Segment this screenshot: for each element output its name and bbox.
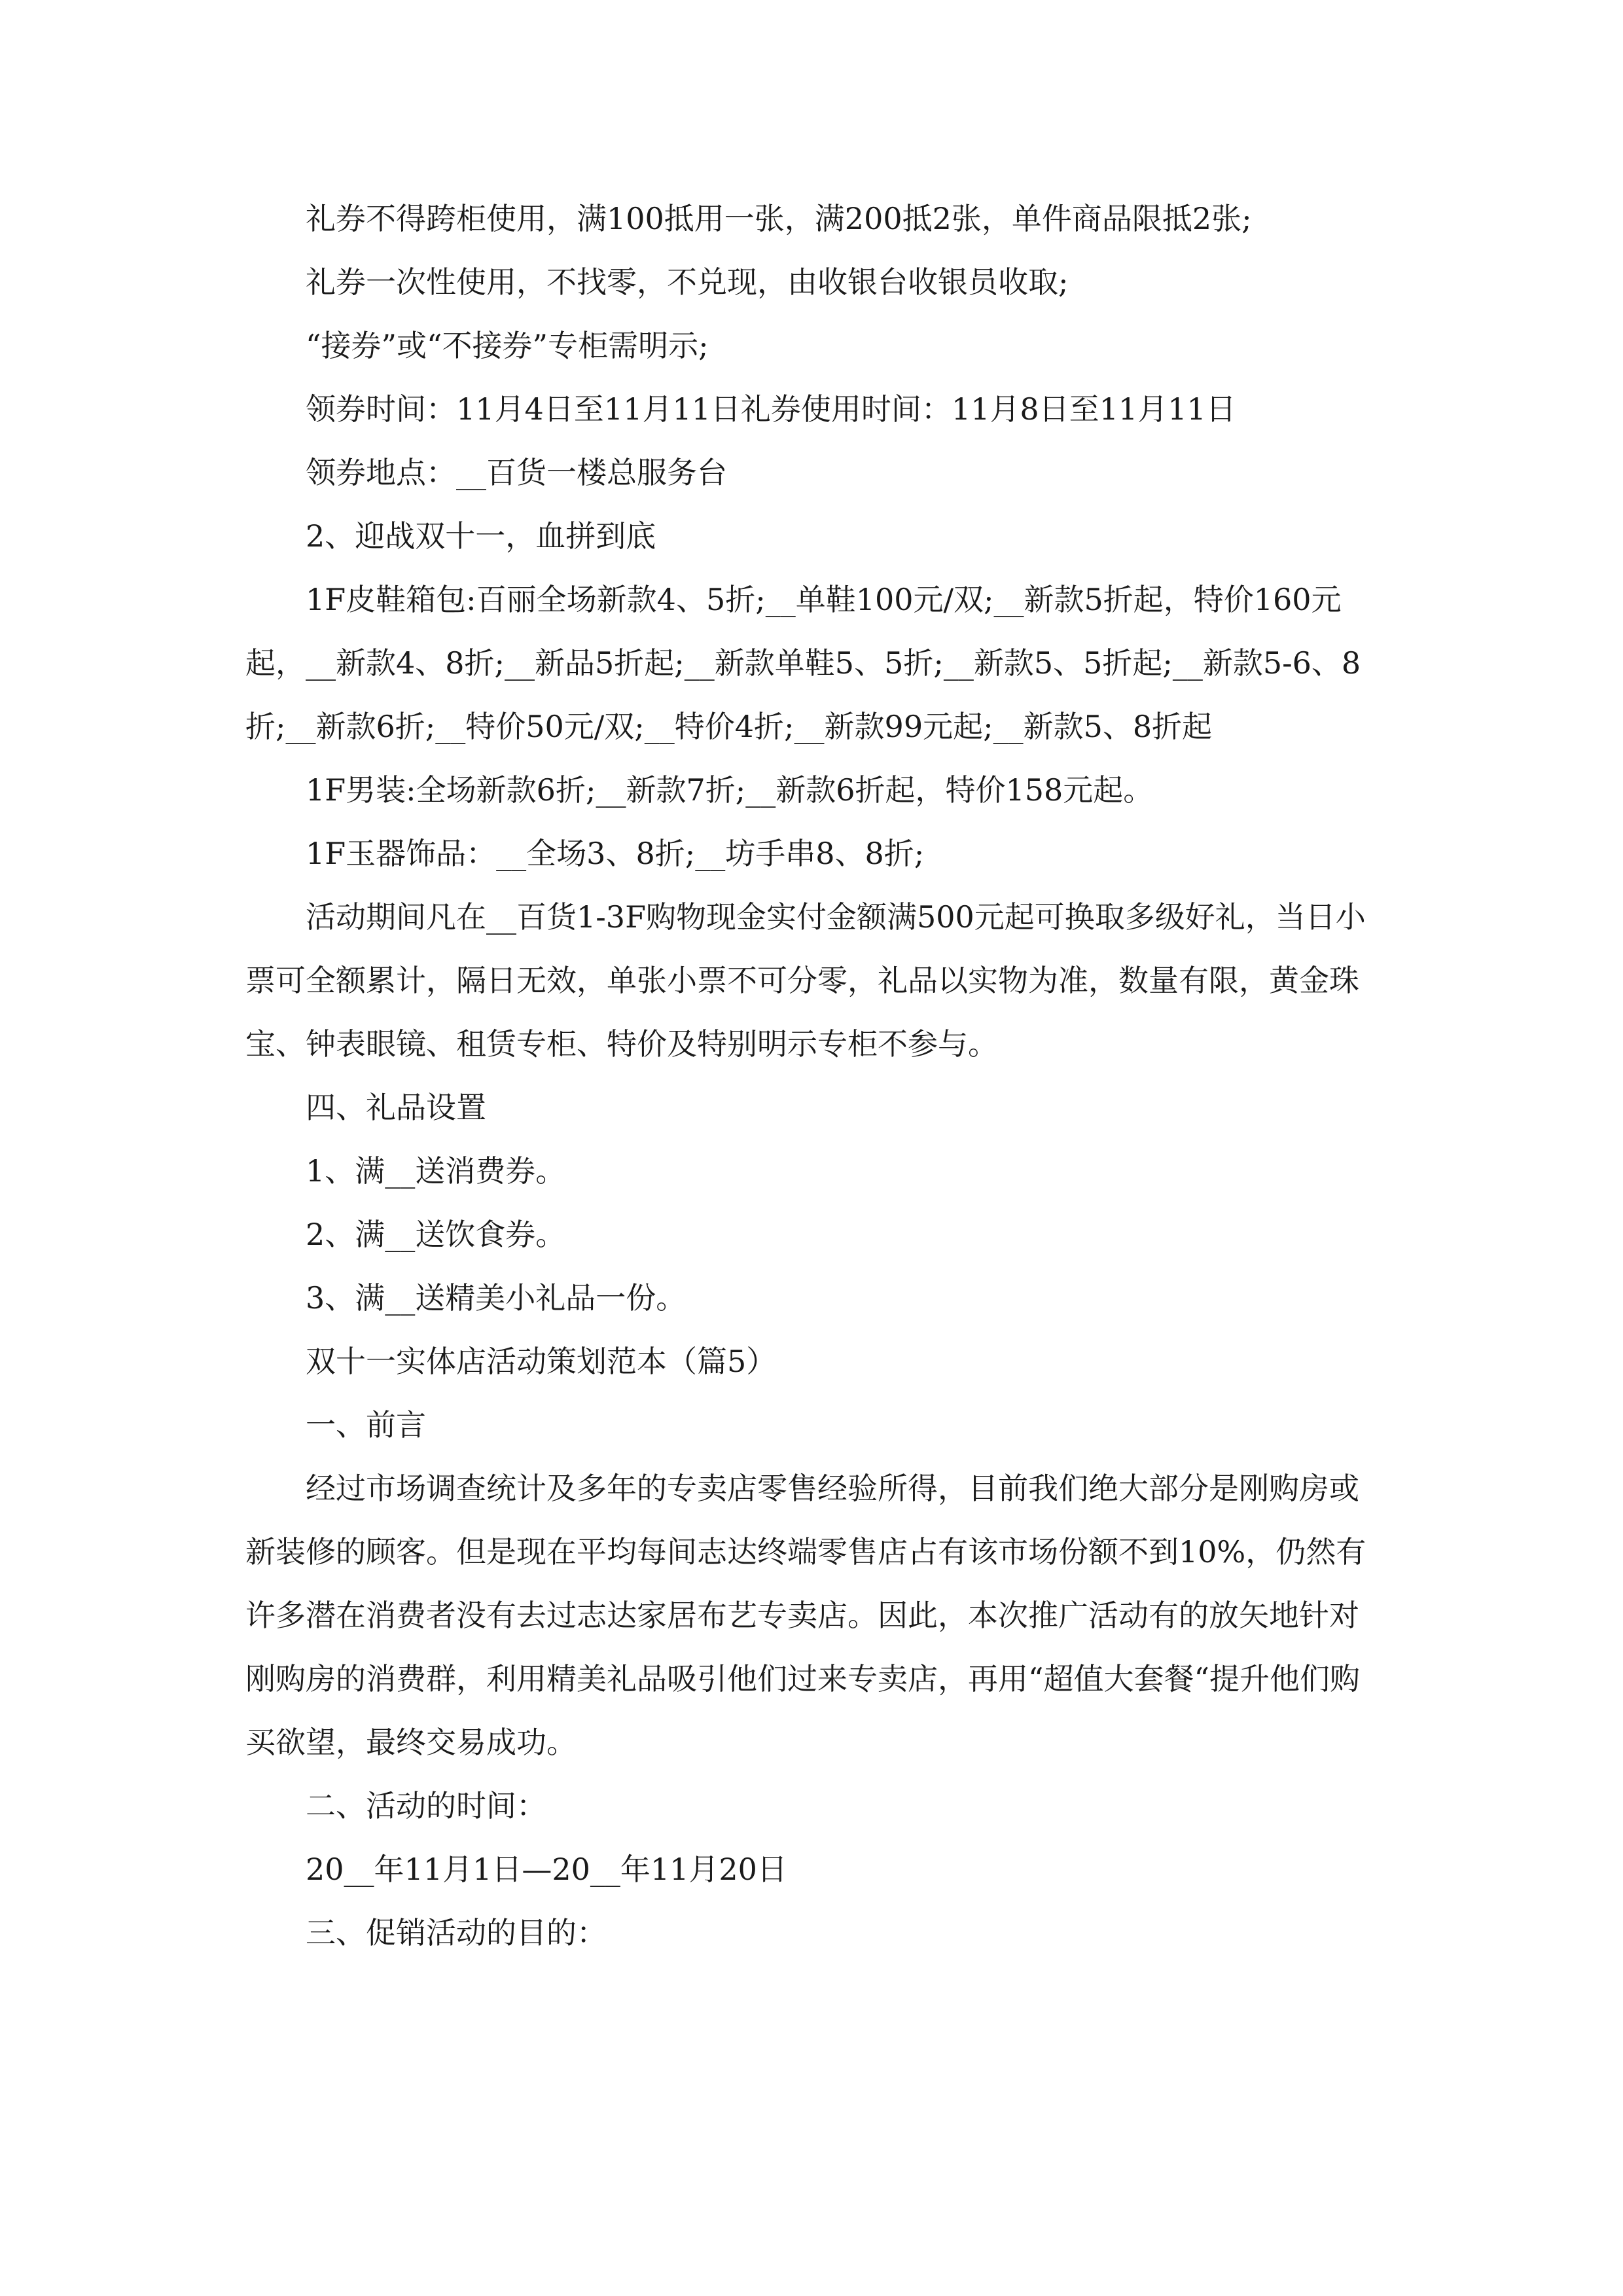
paragraph-coupon-time: 领券时间：11月4日至11月11日礼券使用时间：11月8日至11月11日 bbox=[306, 391, 1236, 427]
paragraph-coupon-location: 领券地点：__百货一楼总服务台 bbox=[306, 455, 727, 490]
paragraph-preface-body: 经过市场调查统计及多年的专卖店零售经验所得，目前我们绝大部分是刚购房或新装修的顾客。但是现在平均每间志达终端零售店占有该市场份额不到10%，仍然有许多潜在消费者没有去过志达家居布艺专卖店。因此，本次推广活动有的放矢地针对刚购房的消费群，利用精美礼品吸引他们过来专卖店，再用“超值大套餐“提升他们购买欲望，最终交易成功。 bbox=[245, 1471, 1366, 1760]
paragraph-activity-dates: 20__年11月1日—20__年11月20日 bbox=[306, 1852, 787, 1887]
list-item-gift-2: 2、满__送饮食券。 bbox=[306, 1217, 566, 1252]
section-heading-double-eleven: 2、迎战双十一，血拼到底 bbox=[306, 518, 656, 554]
paragraph-coupon-counter: “接券”或“不接券”专柜需明示; bbox=[306, 328, 709, 363]
paragraph-gift-redemption: 活动期间凡在__百货1-3F购物现金实付金额满500元起可换取多级好礼，当日小票可全额累计，隔日无效，单张小票不可分零，礼品以实物为准，数量有限，黄金珠宝、钟表眼镜、租赁专柜、特价及特别明示专柜不参与。 bbox=[245, 899, 1366, 1062]
section-heading-activity-time: 二、活动的时间： bbox=[306, 1788, 546, 1823]
document-body bbox=[245, 187, 1371, 1965]
paragraph-coupon-usage: 礼券一次性使用，不找零，不兑现，由收银台收银员收取; bbox=[306, 264, 1069, 300]
list-item-gift-3: 3、满__送精美小礼品一份。 bbox=[306, 1280, 687, 1316]
paragraph-coupon-rule: 礼券不得跨柜使用，满100抵用一张，满200抵2张，单件商品限抵2张; bbox=[306, 201, 1252, 236]
section-heading-promotion-goal: 三、促销活动的目的： bbox=[306, 1915, 607, 1950]
article-title-part5: 双十一实体店活动策划范本（篇5） bbox=[306, 1344, 777, 1379]
section-heading-preface: 一、前言 bbox=[306, 1407, 426, 1443]
paragraph-jade-jewelry: 1F玉器饰品：__全场3、8折;__坊手串8、8折; bbox=[306, 836, 925, 871]
section-heading-gift-settings: 四、礼品设置 bbox=[306, 1090, 486, 1125]
paragraph-menswear: 1F男装:全场新款6折;__新款7折;__新款6折起，特价158元起。 bbox=[306, 772, 1154, 808]
paragraph-shoes-bags: 1F皮鞋箱包:百丽全场新款4、5折;__单鞋100元/双;__新款5折起，特价160元起，__新款4、8折;__新品5折起;__新款单鞋5、5折;__新款5、5折起;__新款5-6、8折;__新款6折;__特价50元/双;__特价4折;__新款99元起;__新款5、8折起 bbox=[245, 582, 1361, 744]
list-item-gift-1: 1、满__送消费券。 bbox=[306, 1153, 566, 1189]
